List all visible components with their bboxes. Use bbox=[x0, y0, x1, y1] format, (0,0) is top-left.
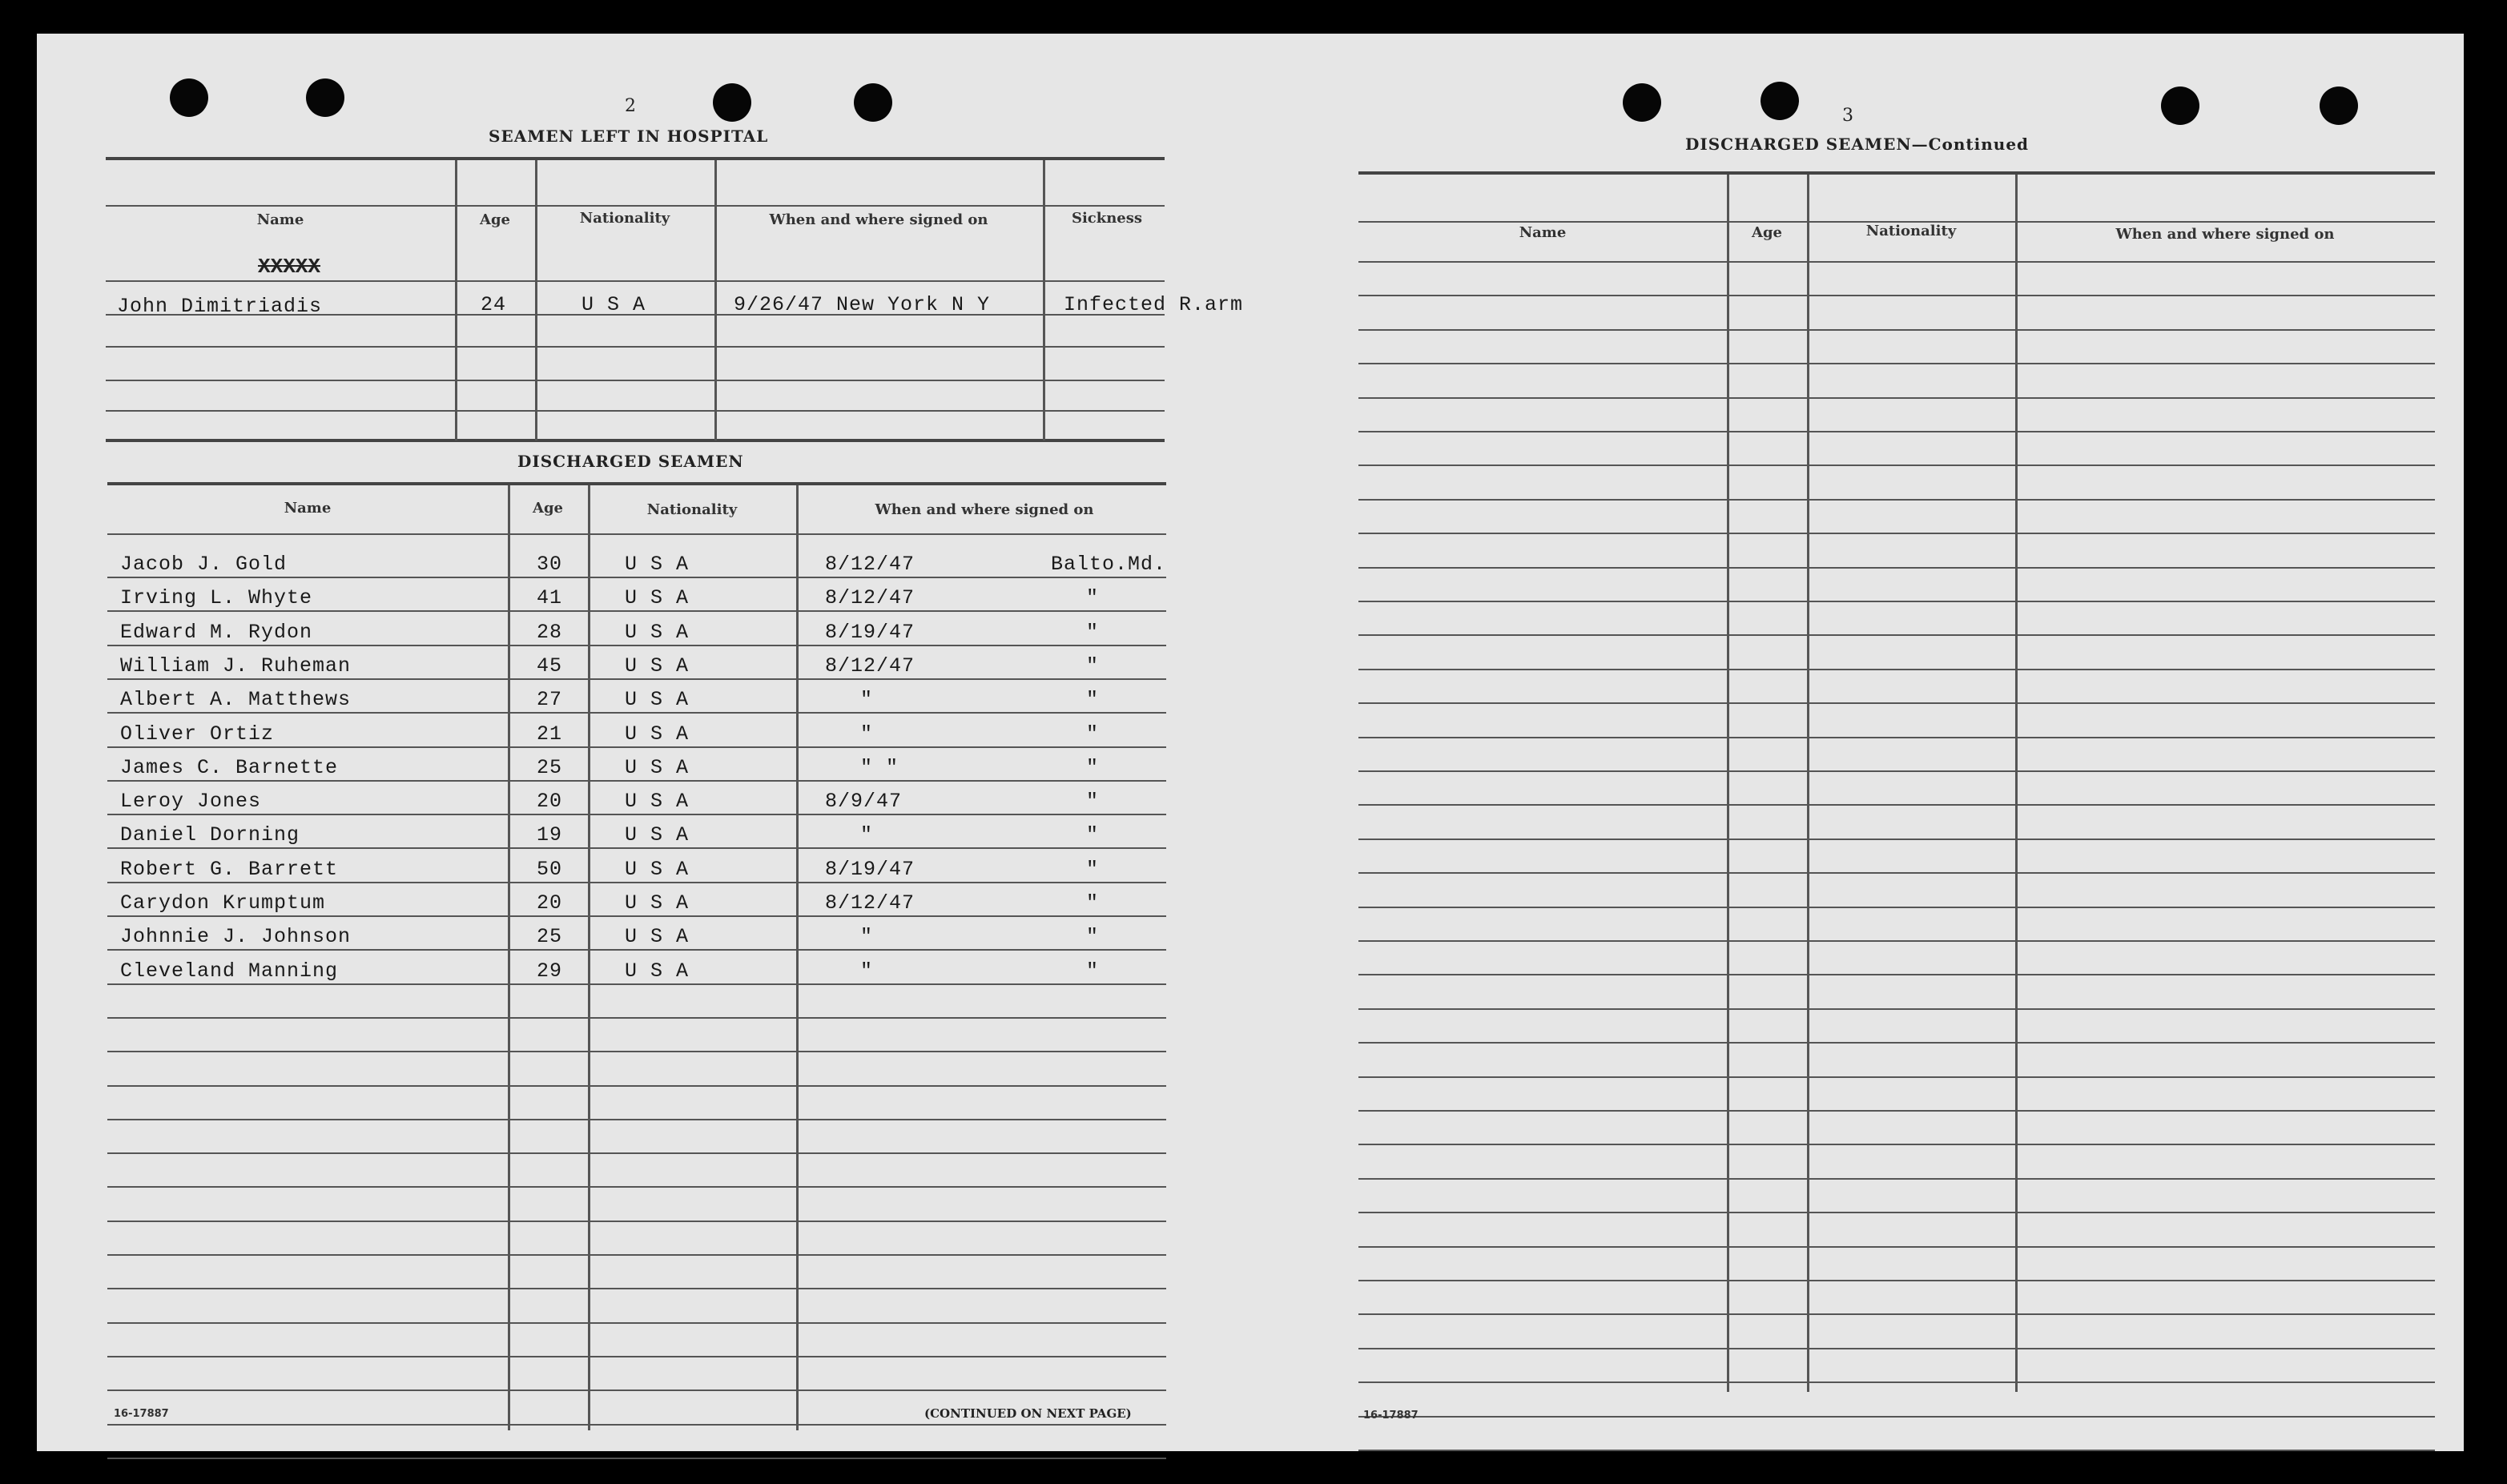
row-signed-place: Balto.Md. bbox=[1051, 553, 1167, 576]
row-signed-place: " bbox=[1086, 688, 1100, 712]
row-name: Albert A. Matthews bbox=[120, 688, 352, 712]
row-signed-date: 8/12/47 bbox=[825, 553, 915, 576]
col-header-age: Age bbox=[1751, 224, 1782, 241]
hospital-row-age: 24 bbox=[481, 293, 507, 316]
row-nationality: U S A bbox=[625, 553, 690, 576]
row-age: 21 bbox=[537, 722, 563, 746]
row-name: Johnnie J. Johnson bbox=[120, 925, 352, 949]
row-nationality: U S A bbox=[625, 925, 690, 949]
row-nationality: U S A bbox=[625, 823, 690, 847]
row-signed-place: " bbox=[1086, 959, 1100, 983]
row-signed-place: " bbox=[1086, 823, 1100, 847]
row-name: Oliver Ortiz bbox=[120, 722, 275, 746]
row-age: 25 bbox=[537, 925, 563, 949]
row-name: Carydon Krumptum bbox=[120, 891, 326, 915]
row-name: Jacob J. Gold bbox=[120, 553, 288, 576]
row-signed-date: " " bbox=[860, 755, 899, 779]
row-name: Edward M. Rydon bbox=[120, 620, 313, 644]
hospital-section-title: SEAMEN LEFT IN HOSPITAL bbox=[489, 127, 769, 146]
row-signed-place: " bbox=[1086, 586, 1100, 610]
row-age: 20 bbox=[537, 790, 563, 814]
row-nationality: U S A bbox=[625, 959, 690, 983]
col-header-nationality: Nationality bbox=[579, 210, 670, 227]
col-header-age: Age bbox=[532, 500, 563, 517]
discharged-continued-table bbox=[1358, 171, 2440, 1437]
col-header-name: Name bbox=[1519, 224, 1567, 241]
row-signed-date: 8/19/47 bbox=[825, 857, 915, 881]
row-signed-date: " bbox=[860, 959, 874, 983]
discharged-section-title: DISCHARGED SEAMEN bbox=[517, 452, 744, 471]
row-signed-date: " bbox=[860, 688, 874, 712]
row-nationality: U S A bbox=[625, 790, 690, 814]
col-header-signed-on: When and where signed on bbox=[769, 211, 988, 228]
row-age: 30 bbox=[537, 553, 563, 576]
row-age: 27 bbox=[537, 688, 563, 712]
row-name: Robert G. Barrett bbox=[120, 857, 339, 881]
row-signed-place: " bbox=[1086, 755, 1100, 779]
row-signed-place: " bbox=[1086, 925, 1100, 949]
row-name: James C. Barnette bbox=[120, 755, 339, 779]
row-name: William J. Ruheman bbox=[120, 654, 352, 678]
row-name: Cleveland Manning bbox=[120, 959, 339, 983]
row-nationality: U S A bbox=[625, 755, 690, 779]
row-age: 50 bbox=[537, 857, 563, 881]
row-age: 29 bbox=[537, 959, 563, 983]
row-nationality: U S A bbox=[625, 891, 690, 915]
row-nationality: U S A bbox=[625, 857, 690, 881]
row-age: 41 bbox=[537, 586, 563, 610]
col-header-age: Age bbox=[479, 211, 510, 228]
row-signed-date: " bbox=[860, 925, 874, 949]
row-signed-date: 8/12/47 bbox=[825, 891, 915, 915]
hospital-row-sickness: Infected R.arm bbox=[1064, 293, 1244, 316]
continued-note: (CONTINUED ON NEXT PAGE) bbox=[924, 1406, 1132, 1421]
hospital-table bbox=[106, 157, 1244, 477]
hospital-row-name: John Dimitriadis bbox=[117, 295, 323, 318]
row-signed-place: " bbox=[1086, 790, 1100, 814]
row-signed-date: 8/12/47 bbox=[825, 654, 915, 678]
row-nationality: U S A bbox=[625, 620, 690, 644]
row-nationality: U S A bbox=[625, 654, 690, 678]
form-number: 16-17887 bbox=[114, 1408, 169, 1420]
form-number: 16-17887 bbox=[1363, 1410, 1418, 1422]
right-page bbox=[1270, 34, 2440, 1451]
row-signed-place: " bbox=[1086, 891, 1100, 915]
discharged-table bbox=[107, 482, 1181, 1435]
row-nationality: U S A bbox=[625, 722, 690, 746]
document-sheet bbox=[37, 34, 2464, 1451]
row-name: Daniel Dorning bbox=[120, 823, 300, 847]
col-header-sickness: Sickness bbox=[1071, 210, 1143, 227]
page-number: 2 bbox=[625, 96, 636, 116]
row-nationality: U S A bbox=[625, 586, 690, 610]
col-header-signed-on: When and where signed on bbox=[2115, 226, 2335, 243]
row-name: Leroy Jones bbox=[120, 790, 262, 814]
row-name: Irving L. Whyte bbox=[120, 586, 313, 610]
continued-section-title: DISCHARGED SEAMEN—Continued bbox=[1685, 135, 2030, 154]
struck-entry: XXXXX bbox=[258, 255, 321, 279]
col-header-nationality: Nationality bbox=[646, 501, 738, 518]
row-signed-date: " bbox=[860, 823, 874, 847]
row-signed-date: 8/19/47 bbox=[825, 620, 915, 644]
row-age: 25 bbox=[537, 755, 563, 779]
hospital-row-signed-on: 9/26/47 New York N Y bbox=[734, 293, 991, 316]
row-age: 20 bbox=[537, 891, 563, 915]
page-number: 3 bbox=[1842, 106, 1853, 126]
left-page bbox=[37, 34, 1244, 1451]
col-header-name: Name bbox=[256, 211, 304, 228]
col-header-signed-on: When and where signed on bbox=[875, 501, 1094, 518]
row-age: 19 bbox=[537, 823, 563, 847]
row-signed-place: " bbox=[1086, 857, 1100, 881]
col-header-name: Name bbox=[284, 500, 332, 517]
row-age: 28 bbox=[537, 620, 563, 644]
row-signed-place: " bbox=[1086, 620, 1100, 644]
row-signed-date: 8/9/47 bbox=[825, 790, 903, 814]
col-header-nationality: Nationality bbox=[1865, 223, 1957, 239]
row-signed-place: " bbox=[1086, 654, 1100, 678]
hospital-row-nationality: U S A bbox=[581, 293, 646, 316]
row-nationality: U S A bbox=[625, 688, 690, 712]
row-signed-date: 8/12/47 bbox=[825, 586, 915, 610]
row-signed-place: " bbox=[1086, 722, 1100, 746]
row-signed-date: " bbox=[860, 722, 874, 746]
row-age: 45 bbox=[537, 654, 563, 678]
